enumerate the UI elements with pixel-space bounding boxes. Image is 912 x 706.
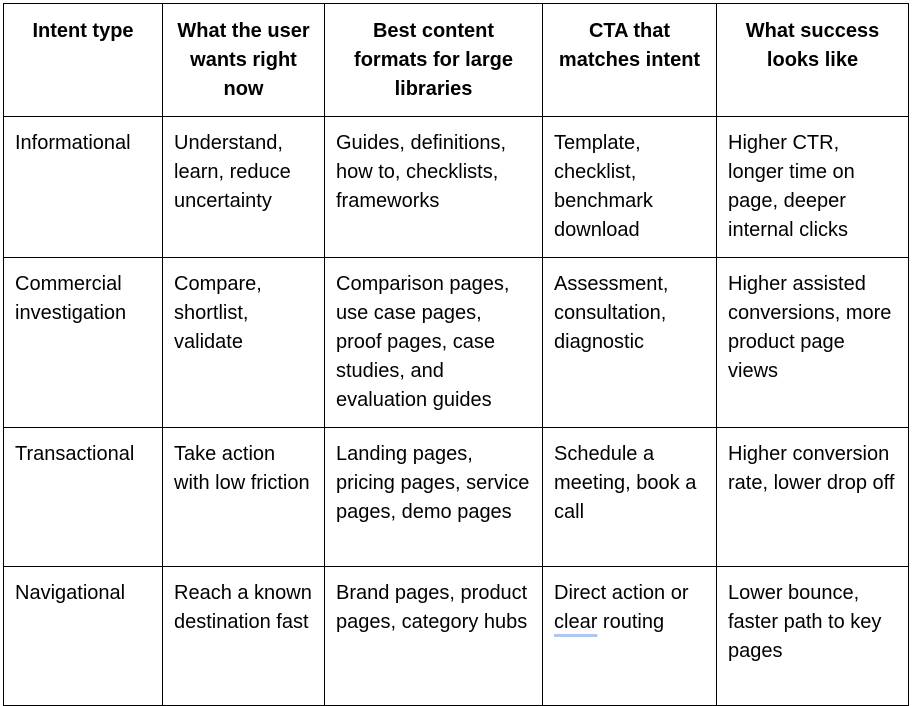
cell-intent: Navigational [4,567,163,706]
cta-text-part3: routing [602,611,665,633]
cell-formats: Landing pages, pricing pages, service pages, demo pages [325,428,543,567]
header-user-wants: What the user wants right now [163,4,325,117]
cell-wants: Understand, learn, reduce uncertainty [163,117,325,258]
cell-intent: Informational [4,117,163,258]
cell-intent: Commercial investigation [4,258,163,428]
cell-wants: Reach a known destination fast [163,567,325,706]
intent-table [3,3,909,706]
cell-formats: Brand pages, product pages, category hubs [325,567,543,706]
intent-table-container [3,3,909,706]
cell-formats: Comparison pages, use case pages, proof pages, case studies, and evaluation guides [325,258,543,428]
cell-success: Higher conversion rate, lower drop off [717,428,909,567]
cell-intent: Transactional [4,428,163,567]
cell-cta: Schedule a meeting, book a call [543,428,717,567]
table-row [4,428,909,567]
header-success: What success looks like [717,4,909,117]
table-row [4,567,909,706]
cell-cta: Template, checklist, benchmark download [543,117,717,258]
table-row [4,117,909,258]
cell-formats: Guides, definitions, how to, checklists, frameworks [325,117,543,258]
cell-wants: Compare, shortlist, validate [163,258,325,428]
table-row [4,258,909,428]
header-content-formats: Best content formats for large libraries [325,4,543,117]
header-cta: CTA that matches intent [543,4,717,117]
cta-text-part1: Direct action or [554,582,689,604]
spellcheck-underlined-word[interactable]: clear [554,611,598,633]
cell-success: Higher CTR, longer time on page, deeper internal clicks [717,117,909,258]
header-intent-type: Intent type [4,4,163,117]
cell-success: Higher assisted conversions, more product page views [717,258,909,428]
cell-wants: Take action with low friction [163,428,325,567]
cell-success: Lower bounce, faster path to key pages [717,567,909,706]
table-header-row [4,4,909,117]
cell-cta [543,567,717,706]
cell-cta: Assessment, consultation, diagnostic [543,258,717,428]
